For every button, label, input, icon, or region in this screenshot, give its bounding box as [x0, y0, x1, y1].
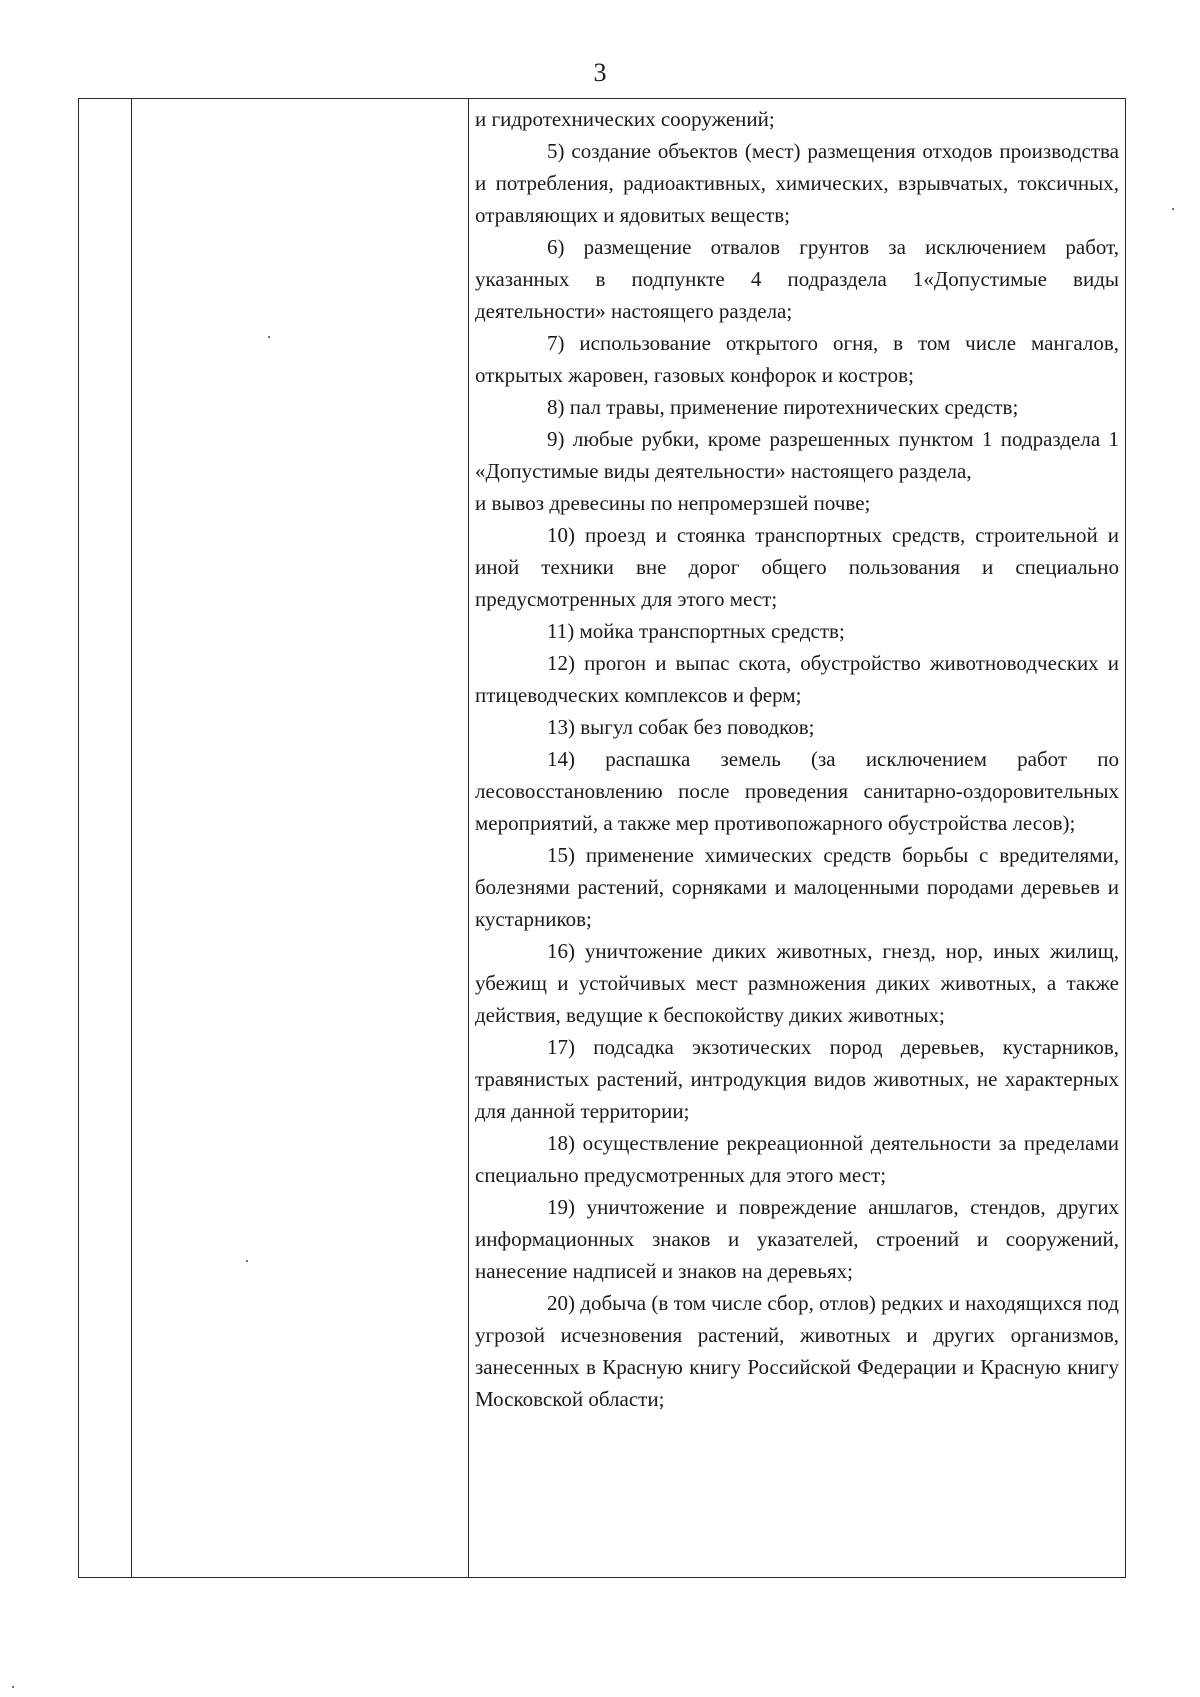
scan-speck — [12, 1686, 14, 1688]
content-paragraph: 16) уничтожение диких животных, гнезд, нор, иных жилищ, убежищ и устойчивых мест размножения диких животных, а также действия, ведущие к беспокойству диких животных; — [475, 939, 1119, 1027]
content-paragraph: 15) применение химических средств борьбы с вредителями, болезнями растений, сорняками и малоценными породами деревьев и кустарников; — [475, 843, 1119, 931]
table-column-content — [469, 99, 1125, 1577]
table-column-number — [79, 99, 131, 1577]
content-paragraph: и гидротехнических сооружений; — [475, 107, 775, 131]
scan-speck — [1172, 208, 1174, 210]
scan-speck — [268, 336, 270, 338]
content-paragraph: 6) размещение отвалов грунтов за исключением работ, указанных в подпункте 4 подраздела 1«Допустимые виды деятельности» настоящего раздела; — [475, 235, 1119, 323]
scan-speck — [246, 1260, 248, 1262]
content-paragraph: 20) добыча (в том числе сбор, отлов) редких и находящихся под угрозой исчезновения растений, животных и других организмов, занесенных в Красную книгу Российской Федерации и Красную книгу Московской области; — [475, 1291, 1119, 1411]
content-paragraph: 13) выгул собак без поводков; — [547, 715, 815, 739]
content-paragraph: 18) осуществление рекреационной деятельности за пределами специально предусмотренных для этого мест; — [475, 1131, 1119, 1187]
content-paragraph: 12) прогон и выпас скота, обустройство животноводческих и птицеводческих комплексов и ферм; — [475, 651, 1119, 707]
content-paragraph: 14) распашка земель (за исключением работ по лесовосстановлению после проведения санитарно-оздоровительных мероприятий, а также мер противопожарного обустройства лесов); — [475, 747, 1119, 835]
content-paragraph: 9) любые рубки, кроме разрешенных пунктом 1 подраздела 1 «Допустимые виды деятельности» настоящего раздела, — [475, 427, 1119, 483]
content-paragraph: 5) создание объектов (мест) размещения отходов производства и потребления, радиоактивных, химических, взрывчатых, токсичных, отравляющих и ядовитых веществ; — [475, 139, 1119, 227]
document-table — [78, 98, 1126, 1578]
content-paragraph: и вывоз древесины по непромерзшей почве; — [475, 491, 871, 515]
content-paragraph: 10) проезд и стоянка транспортных средств, строительной и иной техники вне дорог общего пользования и специально предусмотренных для этого мест; — [475, 523, 1119, 611]
content-paragraph: 19) уничтожение и повреждение аншлагов, стендов, других информационных знаков и указателей, строений и сооружений, нанесение надписей и знаков на деревьях; — [475, 1195, 1119, 1283]
content-paragraph: 7) использование открытого огня, в том числе мангалов, открытых жаровен, газовых конфорок и костров; — [475, 331, 1119, 387]
table-column-title — [132, 99, 468, 1577]
page-number: 3 — [593, 58, 607, 87]
content-paragraph: 11) мойка транспортных средств; — [547, 619, 845, 643]
content-paragraph: 17) подсадка экзотических пород деревьев, кустарников, травянистых растений, интродукция видов животных, не характерных для данной территории; — [475, 1035, 1119, 1123]
content-paragraph: 8) пал травы, применение пиротехнических средств; — [547, 395, 1019, 419]
